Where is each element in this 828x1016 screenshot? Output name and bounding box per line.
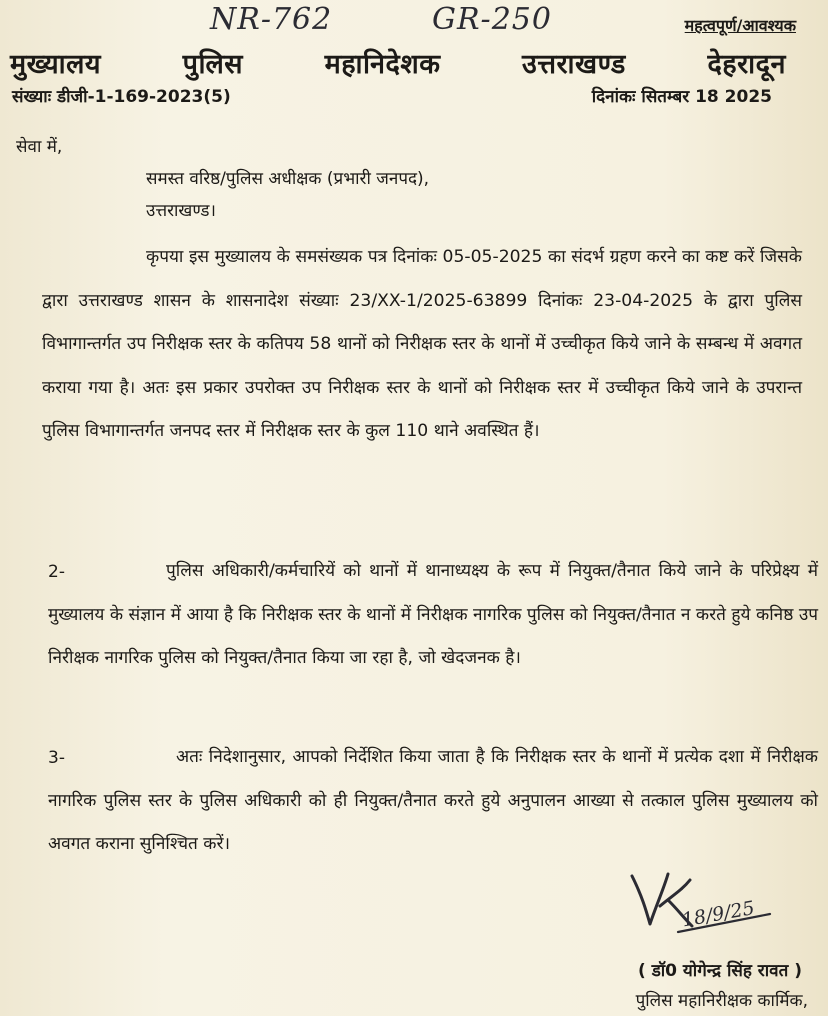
letterhead-word: देहरादून: [707, 49, 786, 80]
paragraph-2: पुलिस अधिकारी/कर्मचारियें को थानों में थानाध्यक्ष्य के रूप में नियुक्त/तैनात किये जाने के परिप्रेक्ष्य में मुख्यालय के संज्ञान में आया है कि निरीक्षक स्तर के थानों में निरीक्षक नागरिक पुलिस को नियुक्त/तैनात न करते हुये कनिष्ठ उप निरीक्षक नागरिक पुलिस को नियुक्त/तैनात किया जा रहा है, जो खेदजनक है।: [48, 561, 818, 669]
letterhead-word: पुलिस: [182, 49, 244, 80]
priority-label: महत्वपूर्ण/आवश्यक: [684, 16, 796, 35]
handwritten-note-nr: NR-762: [210, 2, 333, 37]
paragraph-3: अतः निदेशानुसार, आपको निर्देशित किया जाता है कि निरीक्षक स्तर के थानों में प्रत्येक दशा में निरीक्षक नागरिक पुलिस स्तर के पुलिस अधिकारी को ही नियुक्त/तैनात करते हुये अनुपालन आख्या से तत्काल पुलिस मुख्यालय को अवगत कराना सुनिश्चित करें।: [48, 747, 818, 855]
paragraph-1: कृपया इस मुख्यालय के समसंख्यक पत्र दिनांकः 05-05-2025 का संदर्भ ग्रहण करने का कष्ट करें जिसके द्वारा उत्तराखण्ड शासन के शासनादेश संख्याः 23/XX-1/2025-63899 दिनांकः 23-04-2025 के द्वारा पुलिस विभागान्तर्गत उप निरीक्षक स्तर के कतिपय 58 थानों को निरीक्षक स्तर के थानों में उच्चीकृत किये जाने के सम्बन्ध में अवगत कराया गया है। अतः इस प्रकार उपरोक्त उप निरीक्षक स्तर के थानों को निरीक्षक स्तर में उच्चीकृत किये जाने के उपरान्त पुलिस विभागान्तर्गत जनपद स्तर में निरीक्षक स्तर के कुल 110 थाने अवस्थित हैं।: [42, 247, 802, 442]
addressee-line-2: उत्तराखण्ड।: [146, 201, 216, 221]
signer-name: ( डॉ0 योगेन्द्र सिंह रावत ): [638, 961, 802, 981]
salutation: सेवा में,: [16, 137, 63, 157]
addressee-line-1: समस्त वरिष्ठ/पुलिस अधीक्षक (प्रभारी जनपद),: [146, 169, 430, 189]
letterhead-word: महानिदेशक: [324, 49, 441, 80]
paragraph-2-number: 2-: [48, 562, 65, 582]
letterhead: [10, 44, 786, 81]
handwritten-note-gr: GR-250: [432, 2, 552, 37]
letterhead-word: मुख्यालय: [10, 49, 102, 80]
reference-number: संख्याः डीजी-1-169-2023(5): [12, 87, 231, 107]
handwritten-signature: [620, 866, 780, 950]
letterhead-word: उत्तराखण्ड: [522, 49, 626, 80]
paragraph-3-number: 3-: [48, 748, 65, 768]
signature-date: 18/9/25: [680, 897, 757, 932]
letter-date: दिनांकः सितम्बर 18 2025: [591, 87, 772, 107]
signer-designation: पुलिस महानिरीक्षक कार्मिक,: [635, 991, 808, 1011]
